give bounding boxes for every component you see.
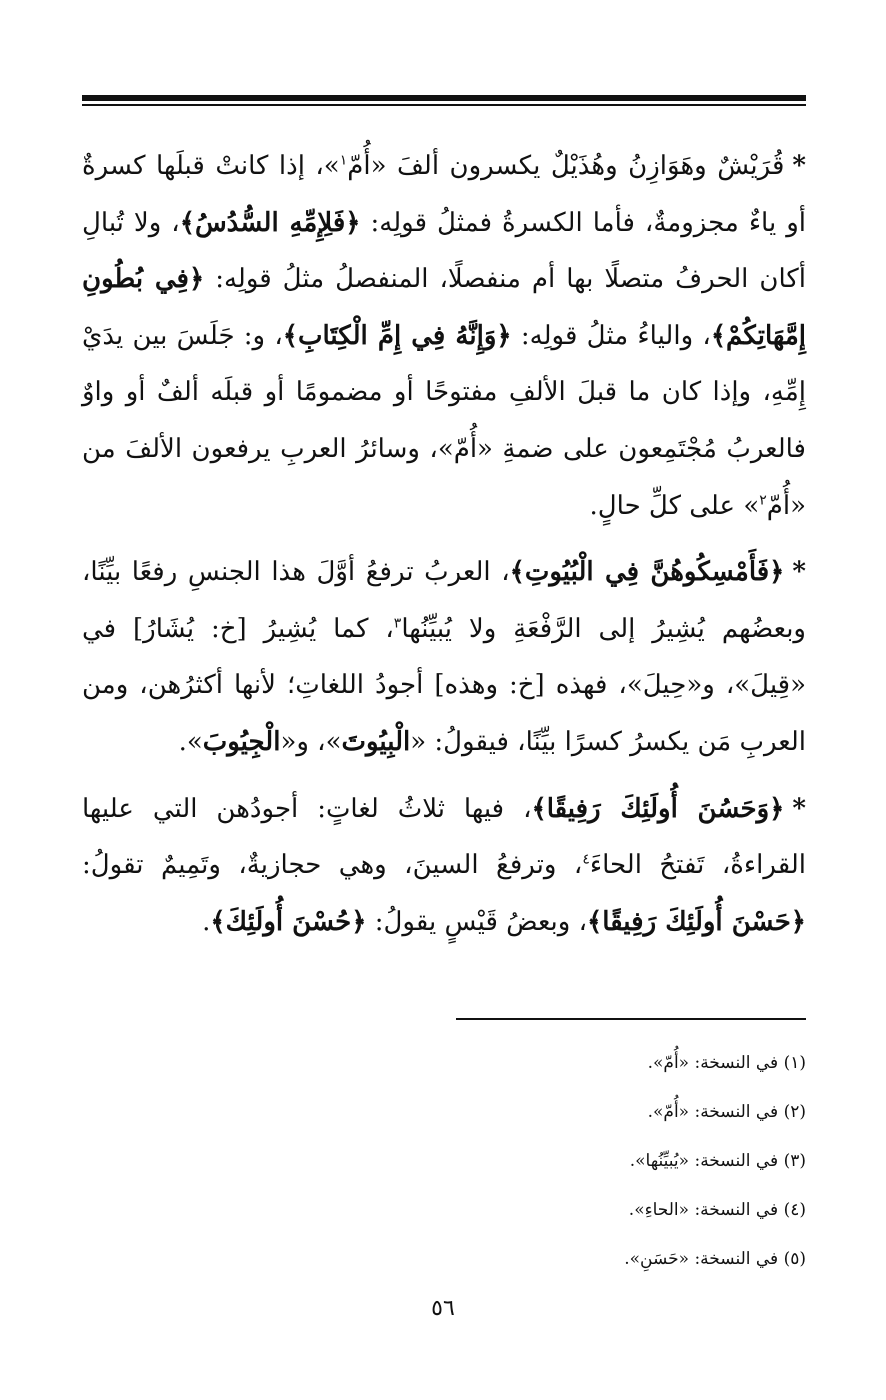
- text-run: ، ولا تُبالِ أكان الحرفُ متصلًا بها أم منفصلًا، المنفصلُ مثلُ قولِه:: [82, 207, 806, 295]
- footnote-item: (٢) في النسخة: «أُمّ».: [647, 1102, 806, 1122]
- page-number: ٥٦: [431, 1296, 455, 1321]
- paragraph-marker: *: [792, 793, 806, 824]
- header-rule-thin: [82, 104, 806, 106]
- footnotes: [406, 1050, 806, 1295]
- text-run: »، إذا كانتْ قبلَها كسرةٌ أو ياءٌ مجزومةٌ، فأما الكسرةُ فمثلُ قولِه:: [82, 151, 806, 238]
- paragraph: [82, 544, 806, 770]
- footnote-ref: ١: [339, 152, 348, 169]
- text-run: ، وبعضُ قَيْسٍ يقولُ:: [366, 906, 587, 937]
- quoted-verse: ﴿وَإِنَّهُ فِي إِمِّ الْكِتَابِ﴾: [282, 320, 512, 351]
- text-run: ، وترفعُ السينَ، وهي حجازيةٌ، وتَمِيمٌ تقولُ:: [82, 850, 583, 881]
- footnote-ref: ٣: [393, 615, 402, 632]
- footnote-separator: [456, 1018, 806, 1020]
- text-run: ، كما يُشِيرُ [خ: يُشَارُ] في «قِيلَ»، و«حِيلَ»، فهذه [خ: وهذه] أجودُ اللغاتِ؛ لأنها أكثرُهن، ومن العربِ مَن يكسرُ كسرًا بيِّنًا، فيقولُ: «: [82, 613, 806, 757]
- quoted-verse: ﴿فِي بُطُونِ إِمَّهَاتِكُمْ﴾: [82, 264, 807, 351]
- quoted-verse: الْجِيُوبَ: [202, 726, 281, 757]
- paragraph-marker: *: [792, 151, 806, 181]
- paragraph: [82, 781, 806, 951]
- text-run: ، والياءُ مثلُ قولِه:: [511, 320, 711, 351]
- text-run: ، و: جَلَسَ بين يدَيْ إِمِّهِ، وإذا كان ما قبلَ الألفِ مفتوحًا أو مضمومًا أو قبلَه ألفٌ أو واوٌ فالعربُ مُجْتَمِعون على ضمةِ «أُمّ»، وسائرُ العربِ يرفعون الألفَ من «أُمّ: [82, 320, 806, 521]
- footnote-item: (٤) في النسخة: «الحاءِ».: [628, 1200, 806, 1220]
- text-run: ».: [178, 726, 203, 757]
- text-run: .: [202, 906, 211, 937]
- footnote-ref: ٤: [582, 851, 590, 868]
- quoted-verse: ﴿حَسْنَ أُولَئِكَ رَفِيقًا﴾: [587, 906, 806, 937]
- footnote-item: (٥) في النسخة: «حَسَنِ».: [624, 1249, 806, 1269]
- text-run: ، العربُ ترفعُ أوَّلَ هذا الجنسِ رفعًا بيِّنًا، وبعضُهم يُشِيرُ إلى الرَّفْعَةِ ولا يُبيِّنُها: [82, 557, 806, 644]
- quoted-verse: الْبِيُوتَ: [341, 726, 411, 757]
- paragraph-marker: *: [792, 557, 807, 588]
- text-run: » على كلِّ حالٍ.: [589, 490, 760, 521]
- quoted-verse: ﴿حُسْنَ أُولَئِكَ﴾: [210, 906, 367, 937]
- quoted-verse: ﴿وَحَسُنَ أُولَئِكَ رَفِيقًا﴾: [531, 793, 785, 824]
- quoted-verse: ﴿فَأَمْسِكُوهُنَّ فِي الْبُيُوتِ﴾: [509, 557, 785, 588]
- paragraph: [82, 138, 806, 534]
- header-rule-thick: [82, 95, 806, 101]
- main-text: [82, 138, 806, 960]
- footnote-item: (٣) في النسخة: «يُبيِّنُها».: [629, 1151, 806, 1171]
- footnote-item: (١) في النسخة: «أُمّ».: [647, 1053, 806, 1073]
- text-run: ، فيها ثلاثُ لغاتٍ: أجودُهن التي عليها القراءةُ، تَفتحُ الحاءَ: [82, 793, 806, 881]
- quoted-verse: ﴿فَلِإِمِّهِ السُّدُسُ﴾: [179, 207, 361, 238]
- text-run: قُرَيْشٌ وهَوَازِنُ وهُذَيْلٌ يكسرون ألفَ «أُمّ: [347, 151, 785, 181]
- text-run: »، و«: [280, 726, 342, 757]
- footnote-ref: ٢: [759, 491, 767, 508]
